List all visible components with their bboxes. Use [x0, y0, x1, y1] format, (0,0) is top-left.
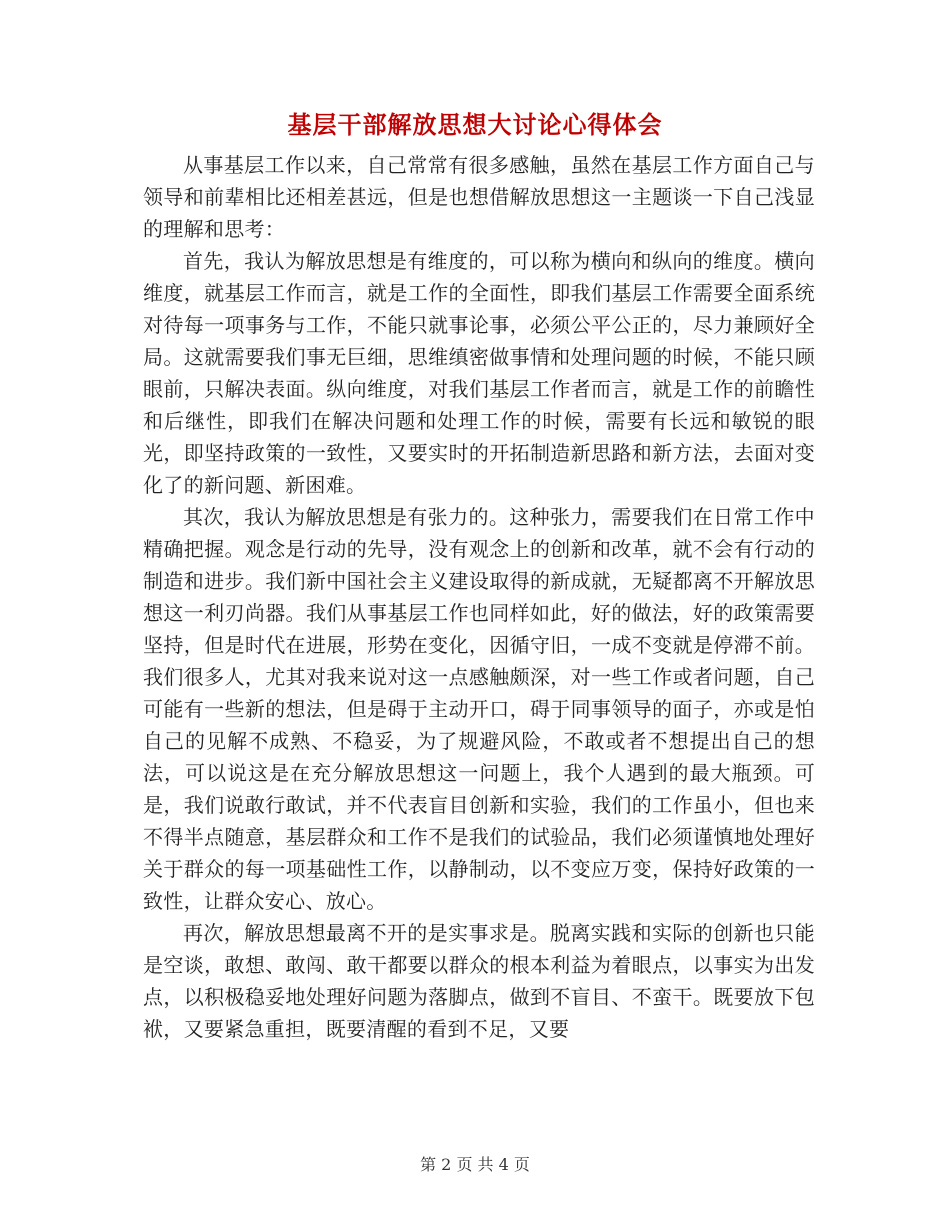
paragraph-intro: 从事基层工作以来，自己常常有很多感触，虽然在基层工作方面自己与领导和前辈相比还相差甚远，但是也想借解放思想这一主题谈一下自己浅显的理解和思考： — [143, 153, 815, 241]
paragraph-first: 首先，我认为解放思想是有维度的，可以称为横向和纵向的维度。横向维度，就基层工作而言，就是工作的全面性，即我们基层工作需要全面系统对待每一项事务与工作，不能只就事论事，必须公平公正的，尽力兼顾好全局。这就需要我们事无巨细，思维缜密做事情和处理问题的时候，不能只顾眼前，只解决表面。纵向维度，对我们基层工作者而言，就是工作的前瞻性和后继性，即我们在解决问题和处理工作的时候，需要有长远和敏锐的眼光，即坚持政策的一致性，又要实时的开拓制造新思路和新方法，去面对变化了的新问题、新困难。 — [143, 249, 815, 497]
paragraph-second: 其次，我认为解放思想是有张力的。这种张力，需要我们在日常工作中精确把握。观念是行动的先导，没有观念上的创新和改革，就不会有行动的制造和进步。我们新中国社会主义建设取得的新成就，无疑都离不开解放思想这一利刃尚器。我们从事基层工作也同样如此，好的做法，好的政策需要坚持，但是时代在进展，形势在变化，因循守旧，一成不变就是停滞不前。我们很多人，尤其对我来说对这一点感触颇深，对一些工作或者问题，自己可能有一些新的想法，但是碍于主动开口，碍于同事领导的面子，亦或是怕自己的见解不成熟、不稳妥，为了规避风险，不敢或者不想提出自己的想法，可以说这是在充分解放思想这一问题上，我个人遇到的最大瓶颈。可是，我们说敢行敢试，并不代表盲目创新和实验，我们的工作虽小，但也来不得半点随意，基层群众和工作不是我们的试验品，我们必须谨慎地处理好关于群众的每一项基础性工作，以静制动，以不变应万变，保持好政策的一致性，让群众安心、放心。 — [143, 505, 815, 913]
page-number-footer: 第 2 页 共 4 页 — [420, 1155, 530, 1174]
paragraph-third: 再次，解放思想最离不开的是实事求是。脱离实践和实际的创新也只能是空谈，敢想、敢闯、敢干都要以群众的根本利益为着眼点，以事实为出发点，以积极稳妥地处理好问题为落脚点，做到不盲目、不蛮干。既要放下包袱，又要紧急重担，既要清醒的看到不足，又要 — [143, 921, 815, 1041]
document-body — [143, 149, 815, 1045]
document-title: 基层干部解放思想大讨论心得体会 — [287, 110, 663, 139]
